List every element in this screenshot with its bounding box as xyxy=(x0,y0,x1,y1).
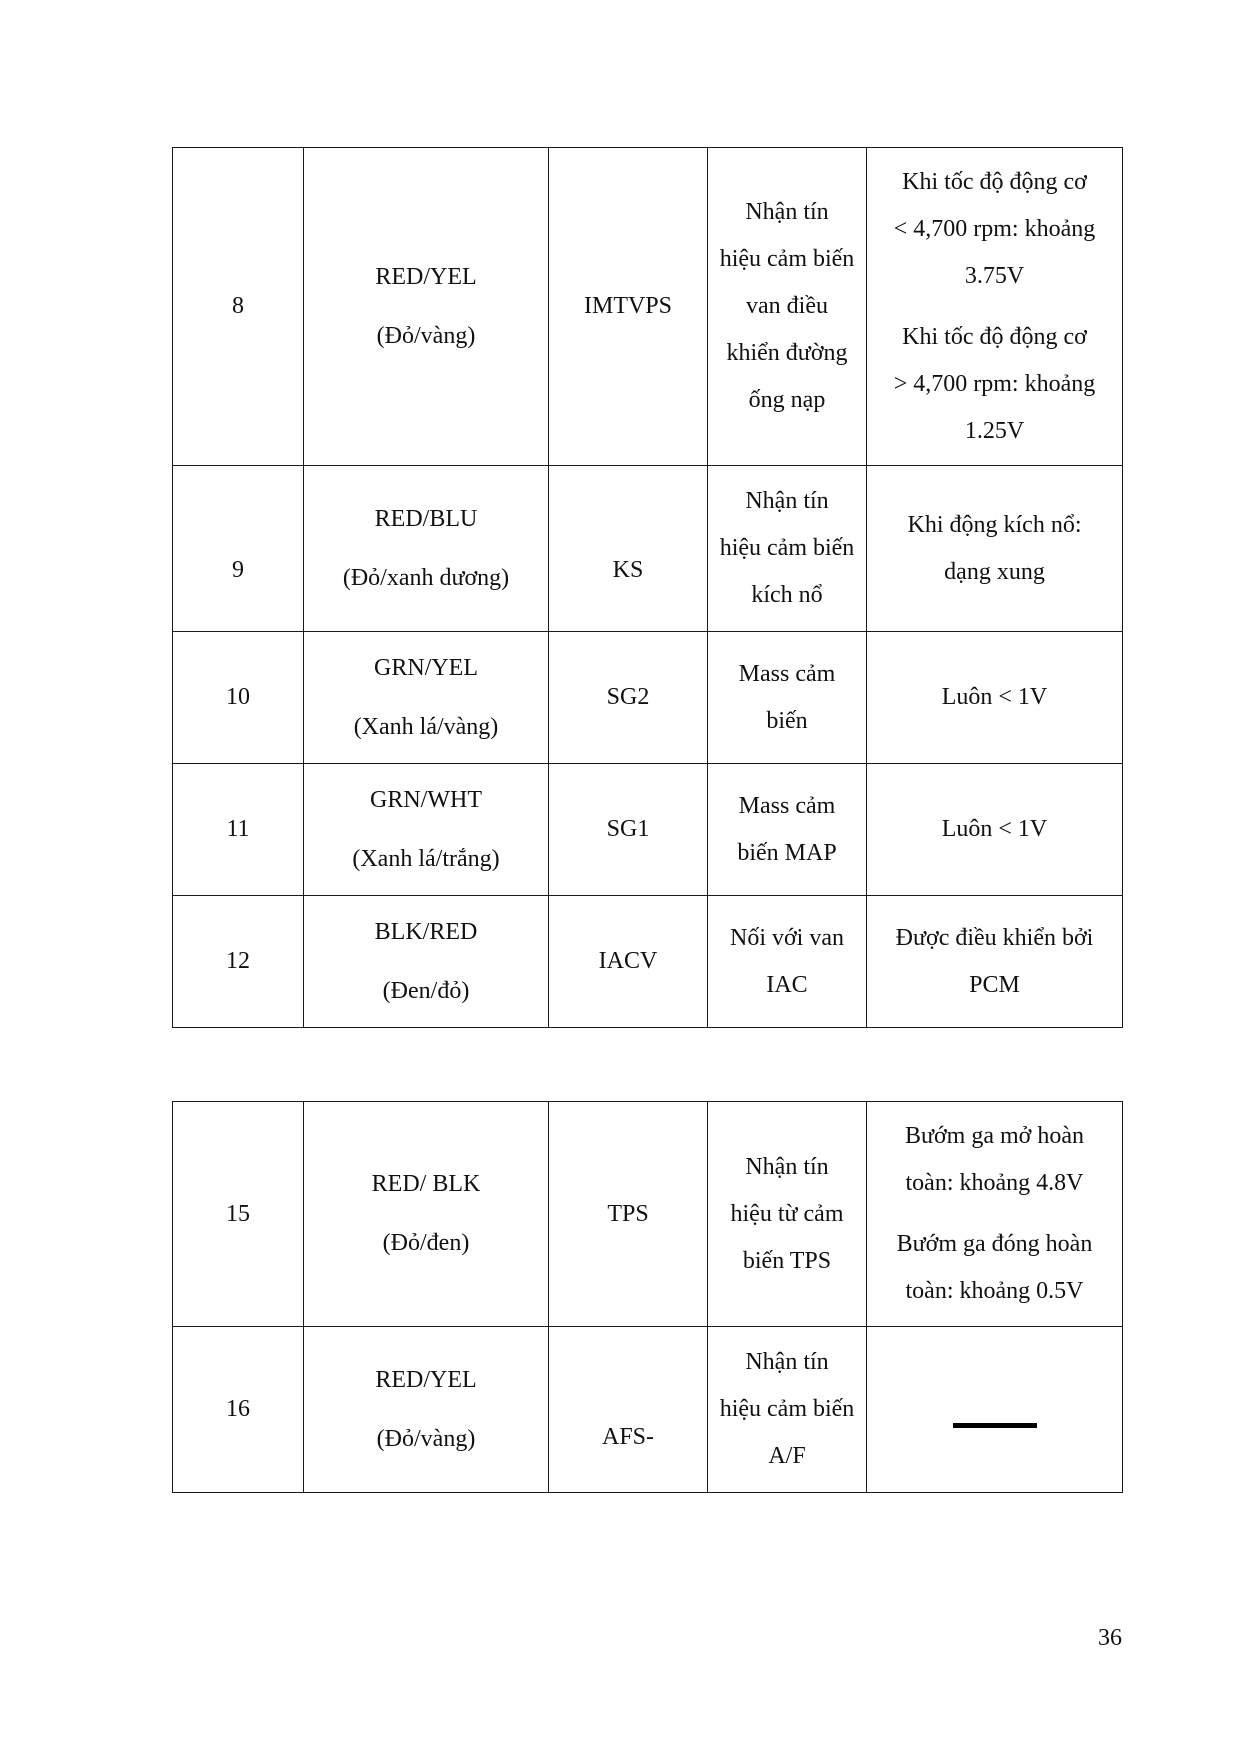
wire-color xyxy=(304,896,549,1028)
value-line: Được điều khiển bởi xyxy=(895,924,1094,951)
value-line: dạng xung xyxy=(944,558,1045,585)
function-cell xyxy=(708,632,867,764)
function-cell xyxy=(708,1102,867,1327)
pin-number: 8 xyxy=(173,148,304,466)
wire-code: RED/BLU xyxy=(374,505,478,532)
function-line: hiệu cảm biến xyxy=(719,246,855,272)
table-row xyxy=(173,764,1123,896)
signal-name: AFS- xyxy=(549,1327,708,1493)
function-line: Nối với van xyxy=(729,924,844,951)
value-cell xyxy=(867,1102,1123,1327)
wire-description: (Đen/đỏ) xyxy=(382,977,470,1004)
pin-number: 16 xyxy=(173,1327,304,1493)
table-row xyxy=(173,632,1123,764)
table-row xyxy=(173,148,1123,466)
function-line: Nhận tín xyxy=(745,1349,829,1375)
function-line: ống nạp xyxy=(748,387,826,413)
value-line: toàn: khoảng 0.5V xyxy=(905,1278,1084,1304)
function-cell xyxy=(708,764,867,896)
function-line: hiệu từ cảm xyxy=(730,1200,844,1227)
value-line: Luôn < 1V xyxy=(941,684,1048,710)
pin-table-1 xyxy=(172,147,1123,1028)
table-row xyxy=(173,1327,1123,1493)
wire-description: (Đỏ/đen) xyxy=(382,1230,470,1256)
function-line: biến MAP xyxy=(737,839,837,866)
signal-name: TPS xyxy=(549,1102,708,1327)
function-line: hiệu cảm biến xyxy=(719,535,855,561)
table-row xyxy=(173,1102,1123,1327)
empty-value-dash xyxy=(953,1423,1037,1428)
wire-code: RED/YEL xyxy=(375,263,477,290)
value-line: Khi động kích nổ: xyxy=(907,511,1082,538)
pin-number: 15 xyxy=(173,1102,304,1327)
function-line: khiển đường xyxy=(726,340,848,366)
value-cell xyxy=(867,764,1123,896)
value-line: toàn: khoảng 4.8V xyxy=(905,1170,1084,1196)
wire-description: (Xanh lá/trắng) xyxy=(352,845,500,872)
value-line: Bướm ga đóng hoàn xyxy=(896,1231,1093,1257)
value-line: Bướm ga mở hoàn xyxy=(904,1123,1085,1149)
pin-number: 10 xyxy=(173,632,304,764)
wire-color xyxy=(304,764,549,896)
function-line: Mass cảm xyxy=(738,792,836,819)
value-cell xyxy=(867,896,1123,1028)
function-line: van điều xyxy=(746,293,828,319)
function-line: biến TPS xyxy=(742,1247,832,1274)
function-cell xyxy=(708,148,867,466)
wire-color xyxy=(304,1102,549,1327)
wire-color xyxy=(304,466,549,632)
value-line: > 4,700 rpm: khoảng xyxy=(893,370,1096,397)
function-line: hiệu cảm biến xyxy=(719,1396,855,1422)
value-cell xyxy=(867,632,1123,764)
signal-name: SG2 xyxy=(549,632,708,764)
value-cell xyxy=(867,1327,1123,1493)
value-line: Khi tốc độ động cơ xyxy=(902,323,1087,350)
pin-number: 9 xyxy=(173,466,304,632)
signal-name: IACV xyxy=(549,896,708,1028)
signal-name: SG1 xyxy=(549,764,708,896)
wire-description: (Đỏ/vàng) xyxy=(376,322,476,349)
wire-color xyxy=(304,148,549,466)
wire-color xyxy=(304,1327,549,1493)
function-cell xyxy=(708,466,867,632)
wire-description: (Đỏ/vàng) xyxy=(376,1425,476,1452)
function-line: Nhận tín xyxy=(745,199,829,225)
wire-description: (Đỏ/xanh dương) xyxy=(342,564,510,591)
value-cell xyxy=(867,466,1123,632)
signal-name: IMTVPS xyxy=(549,148,708,466)
function-cell xyxy=(708,896,867,1028)
wire-code: RED/YEL xyxy=(375,1366,477,1393)
value-line: Luôn < 1V xyxy=(941,816,1048,842)
function-line: A/F xyxy=(768,1443,806,1469)
value-line: 1.25V xyxy=(964,417,1025,444)
value-line: < 4,700 rpm: khoảng xyxy=(893,215,1096,242)
pin-number: 11 xyxy=(173,764,304,896)
function-line: Nhận tín xyxy=(745,488,829,514)
wire-code: GRN/YEL xyxy=(374,654,478,681)
pin-table-2 xyxy=(172,1101,1123,1493)
pin-number: 12 xyxy=(173,896,304,1028)
wire-code: BLK/RED xyxy=(374,918,478,945)
value-line: Khi tốc độ động cơ xyxy=(902,168,1087,195)
signal-name: KS xyxy=(549,466,708,632)
function-line: kích nổ xyxy=(751,582,823,608)
function-cell xyxy=(708,1327,867,1493)
function-line: IAC xyxy=(766,971,808,998)
function-line: biến xyxy=(766,707,808,734)
table-row xyxy=(173,896,1123,1028)
function-line: Mass cảm xyxy=(738,660,836,687)
value-line: 3.75V xyxy=(964,262,1025,289)
wire-code: GRN/WHT xyxy=(370,786,482,813)
wire-code: RED/ BLK xyxy=(371,1171,481,1197)
wire-description: (Xanh lá/vàng) xyxy=(353,713,499,740)
table-row xyxy=(173,466,1123,632)
page-number: 36 xyxy=(1098,1625,1122,1651)
function-line: Nhận tín xyxy=(745,1153,829,1180)
value-line: PCM xyxy=(969,971,1020,998)
wire-color xyxy=(304,632,549,764)
value-cell xyxy=(867,148,1123,466)
